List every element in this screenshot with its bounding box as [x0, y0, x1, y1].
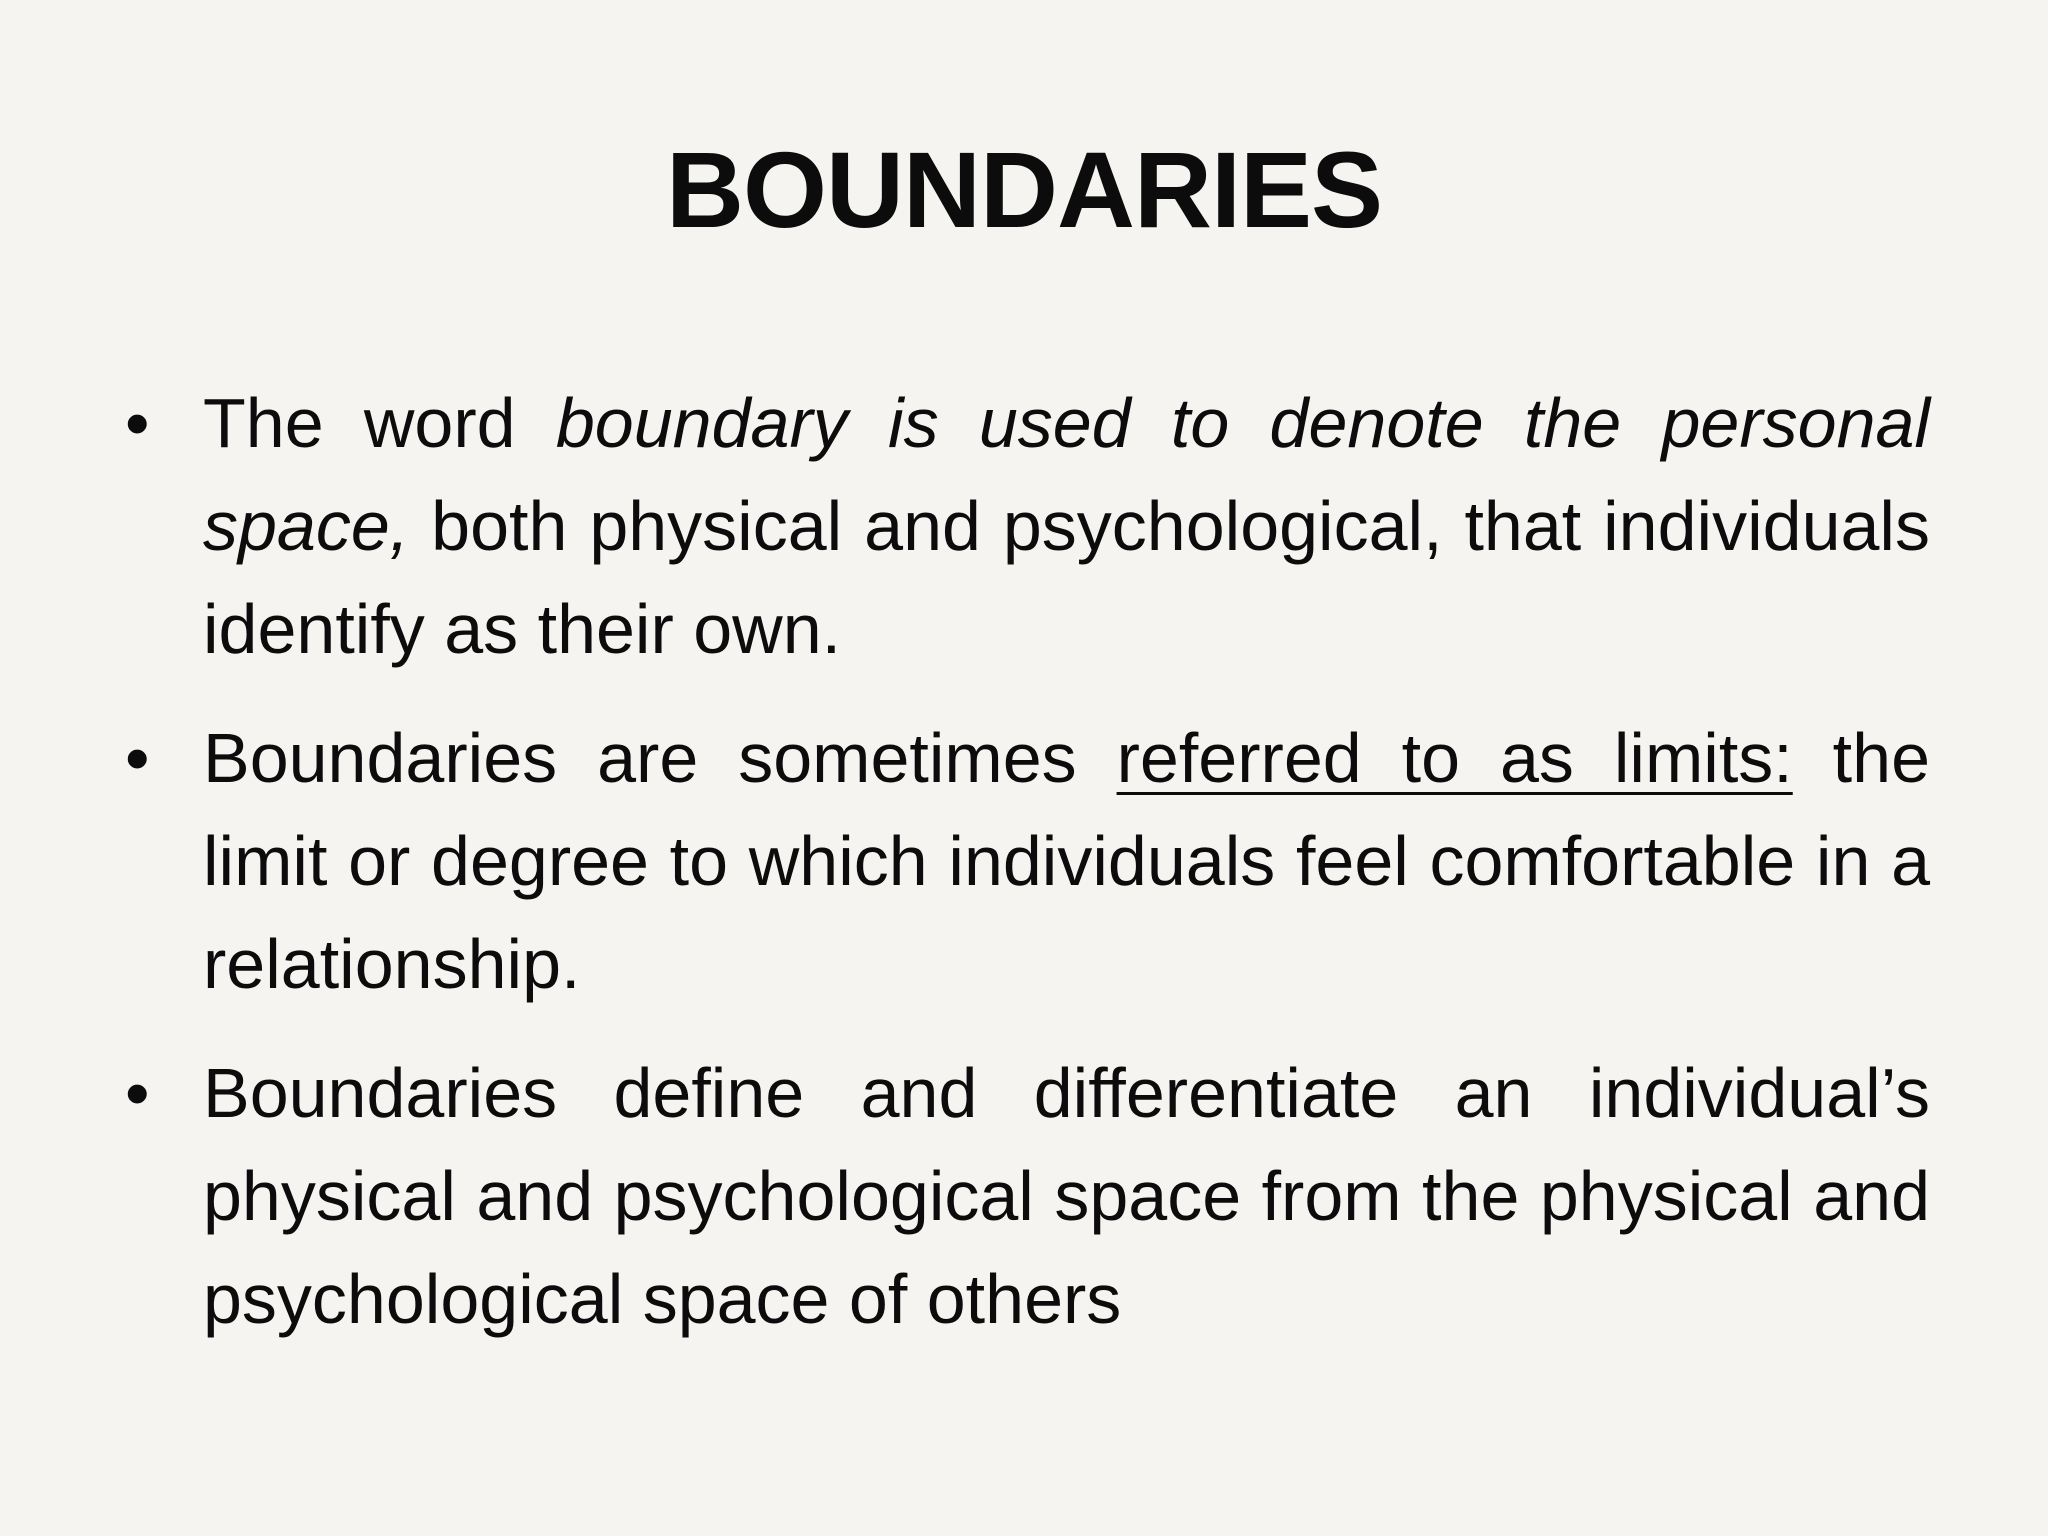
bullet-text-italic: boundary is used to denote the personal space, [203, 384, 1930, 565]
slide-title: BOUNDARIES [665, 129, 1383, 250]
bullet-list [125, 372, 1930, 1377]
bullet-marker: • [125, 719, 150, 797]
bullet-text: Boundaries define and differentiate an individual’s physical and psychological space from the physical and psychological space of others [203, 1054, 1930, 1338]
bullet-marker: • [125, 384, 150, 462]
bullet-text: Boundaries are sometimes [203, 719, 1117, 797]
bullet-item-3 [125, 1042, 1930, 1351]
bullet-text: both physical and psychological, that individuals identify as their own. [203, 487, 1930, 668]
bullet-text: The word [203, 384, 556, 462]
bullet-text-underlined: referred to as limits: [1116, 719, 1793, 797]
bullet-marker: • [125, 1054, 150, 1132]
bullet-item-1 [125, 372, 1930, 681]
bullet-item-2 [125, 707, 1930, 1016]
bullet-text: the limit or degree to which individuals feel comfortable in a relationship. [203, 719, 1930, 1003]
